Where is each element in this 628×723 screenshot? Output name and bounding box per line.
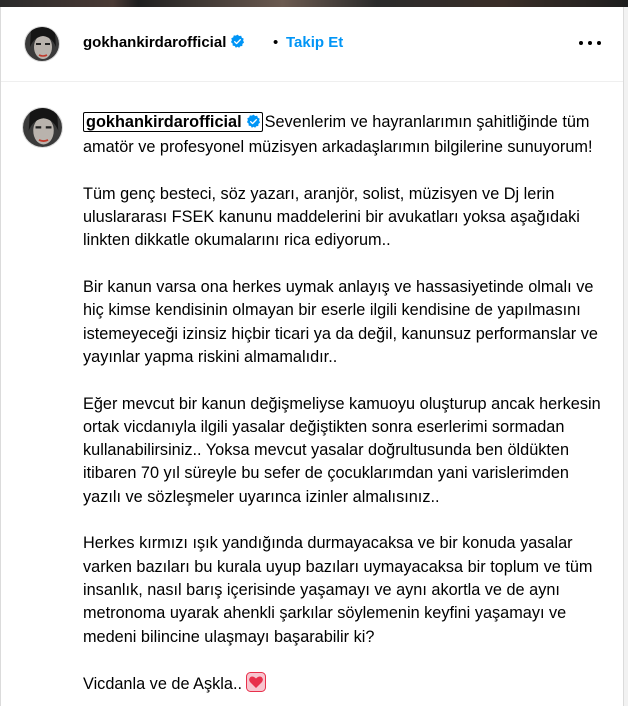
verified-badge-icon [246, 113, 261, 136]
top-image-strip [0, 0, 628, 7]
separator-dot: • [273, 34, 279, 51]
caption-paragraph-3: Bir kanun varsa ona herkes uymak anlayış ve hassasiyetinde olmalı ve hiç kimse kendisinin olmayan bir eserle ilgili kendisine de yapılmasını istemeyeceği izinsiz hiçbir ticari ya da değil, kanunsuz performanslar ve yayınlar yapma riskini almamalıdır.. [83, 278, 598, 366]
caption-paragraph-1 [83, 111, 603, 160]
caption-paragraph-5: Herkes kırmızı ışık yandığında durmayacaksa ve bir konuda yasalar varken bazıları bu kurala uyup bazıları uymayacaksa bir toplum ve tüm insanlık, nasıl barış içerisinde yaşamayı ve aynı akortla ve de aynı metronoma uyarak ahenkli şarkılar söylemenin keyfini yaşamayı ve medeni bilincine ulaşmayı başarabilir ki? [83, 534, 593, 646]
verified-badge-icon [230, 34, 245, 53]
post-header [1, 7, 623, 82]
panel-left-border [0, 7, 1, 706]
avatar[interactable] [24, 26, 60, 62]
closing-text: Vicdanla ve de Aşkla.. [83, 675, 242, 694]
username-text: gokhankirdarofficial [83, 34, 227, 51]
caption-username-link[interactable] [83, 112, 263, 132]
follow-button[interactable]: Takip Et [286, 34, 344, 51]
caption-paragraph-4: Eğer mevcut bir kanun değişmeliyse kamuoyu oluşturup ancak herkesin ortak vicdanıyla ilgili yasalar değiştikten sonra eserlerimi sormadan kullanabilirsiniz.. Yoksa mevcut yasalar doğrultusunda ben öldükten itibaren 70 yıl süreyle bu sefer de çocuklarımdan yani varislerimden yazılı ve sözleşmeler uyarınca izinler almalısınız.. [83, 394, 601, 506]
caption-paragraph-6 [83, 672, 603, 699]
paragraph-text: Sevenlerim ve hayranlarımın şahitliğinde tüm amatör ve profesyonel müzisyen arkadaşlarımın bilgilerine sunuyorum! [83, 113, 593, 157]
panel-scroll-edge [624, 7, 628, 706]
caption-text [83, 111, 603, 723]
heart-emoji-icon [246, 672, 266, 699]
username-link[interactable] [83, 34, 245, 53]
caption-username-text: gokhankirdarofficial [86, 113, 242, 131]
avatar-image [25, 27, 60, 62]
avatar-image [23, 108, 63, 148]
more-options-icon[interactable] [576, 37, 606, 49]
caption-paragraph-2: Tüm genç besteci, söz yazarı, aranjör, solist, müzisyen ve Dj lerin uluslararası FSEK kanunu maddelerini bir avukatları yoksa aşağıdaki linkten dikkatle okumalarını rica ediyorum.. [83, 184, 580, 250]
caption-avatar[interactable] [22, 107, 63, 148]
